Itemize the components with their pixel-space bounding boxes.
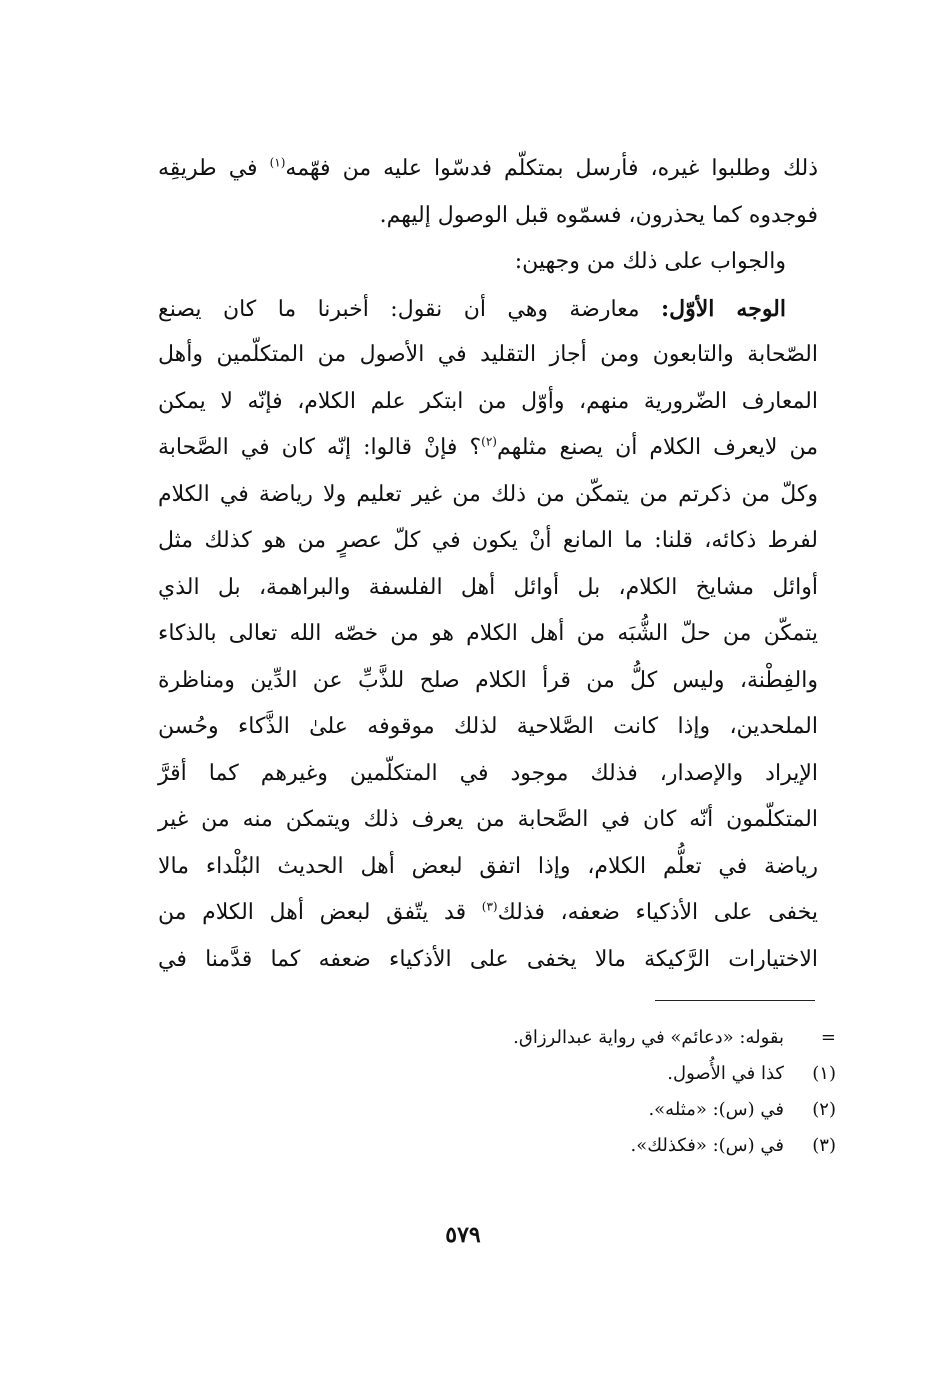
footnote-text: بقوله: «دعائم» في رواية عبدالرزاق. xyxy=(513,1027,784,1048)
section-heading: الوجه الأوّل: xyxy=(660,295,787,322)
footnote-ref: (٣) xyxy=(481,899,498,914)
footnote-ref: (١) xyxy=(269,155,286,170)
text-line: الوجه الأوّل: معارضة وهي أن نقول: أخبرنا ما كان يصنع xyxy=(158,295,787,322)
text-line: الصّحابة والتابعون ومن أجاز التقليد في الأصول من المتكلّمين وأهل xyxy=(158,342,818,367)
text-line: الإيراد والإصدار، فذلك موجود في المتكلّمين وغيرهم كما أقرَّ xyxy=(158,760,818,786)
text-line: ذلك وطلبوا غيره، فأرسل بمتكلّم فدسّوا عليه من فهّمه$^{(١)}$ في طريقِه xyxy=(158,155,818,181)
footnote-marker: (٣) xyxy=(812,1135,836,1156)
text-line: وكلّ من ذكرتم من يتمكّن من ذلك من غير تعليم ولا رياضة في الكلام xyxy=(158,481,818,507)
footnote-marker: (٢) xyxy=(812,1099,836,1120)
text-line: المتكلّمون أنّه كان في الصَّحابة من يعرف ذلك ويتمكن منه من غير xyxy=(158,807,818,832)
text-line: أوائل مشايخ الكلام، بل أوائل أهل الفلسفة والبراهمة، بل الذي xyxy=(158,574,818,600)
footnote-continuation xyxy=(300,1020,836,1056)
text-line: رياضة في تعلُّم الكلام، وإذا اتفق لبعض أهل الحديث البُلْداء مالا xyxy=(158,853,818,879)
text-line: المعارف الضّرورية منهم، وأوّل من ابتكر علم الكلام، فإنّه لا يمكن xyxy=(158,388,818,414)
text-line: الملحدين، وإذا كانت الصَّلاحية لذلك موقوفه علىٰ الذَّكاء وحُسن xyxy=(158,714,818,739)
footnote-ref: (٢) xyxy=(481,434,497,449)
text-line: من لايعرف الكلام أن يصنع مثلهم$^{(٢)}$؟ فإنْ قالوا: إنّه كان في الصَّحابة xyxy=(158,434,818,460)
main-text xyxy=(158,146,818,983)
footnote-text: في (س): «مثله». xyxy=(648,1099,784,1120)
text-line: الاختيارات الرَّكيكة مالا يخفى على الأذكياء ضعفه كما قدَّمنا في xyxy=(158,946,818,972)
text-line: والفِطْنة، وليس كلُّ من قرأ الكلام صلح للذَّبِّ عن الدِّين ومناظرة xyxy=(158,667,818,693)
footnotes xyxy=(300,1020,836,1164)
footnote-item xyxy=(300,1056,836,1092)
text-line: والجواب على ذلك من وجهين: xyxy=(514,249,786,274)
text-line: يخفى على الأذكياء ضعفه، فذلك$^{(٣)}$ قد يتّفق لبعض أهل الكلام من xyxy=(158,899,818,925)
text-line: يتمكّن من حلّ الشُّبَه من أهل الكلام هو من خصّه الله تعالى بالذكاء xyxy=(158,621,818,646)
text-line: فوجدوه كما يحذرون، فسمّوه قبل الوصول إليهم. xyxy=(379,202,818,228)
continuation-mark: = xyxy=(820,1027,836,1048)
footnote-text: كذا في الأُصول. xyxy=(667,1063,784,1084)
footnote-separator xyxy=(655,1000,815,1001)
text-line: لفرط ذكائه، قلنا: ما المانع أنْ يكون في كلّ عصرٍ من هو كذلك مثل xyxy=(158,528,818,553)
footnote-item xyxy=(300,1092,836,1128)
page-number: ٥٧٩ xyxy=(445,1222,481,1248)
footnote-text: في (س): «فكذلك». xyxy=(630,1135,784,1156)
footnote-marker: (١) xyxy=(812,1063,836,1084)
footnote-item xyxy=(300,1128,836,1164)
